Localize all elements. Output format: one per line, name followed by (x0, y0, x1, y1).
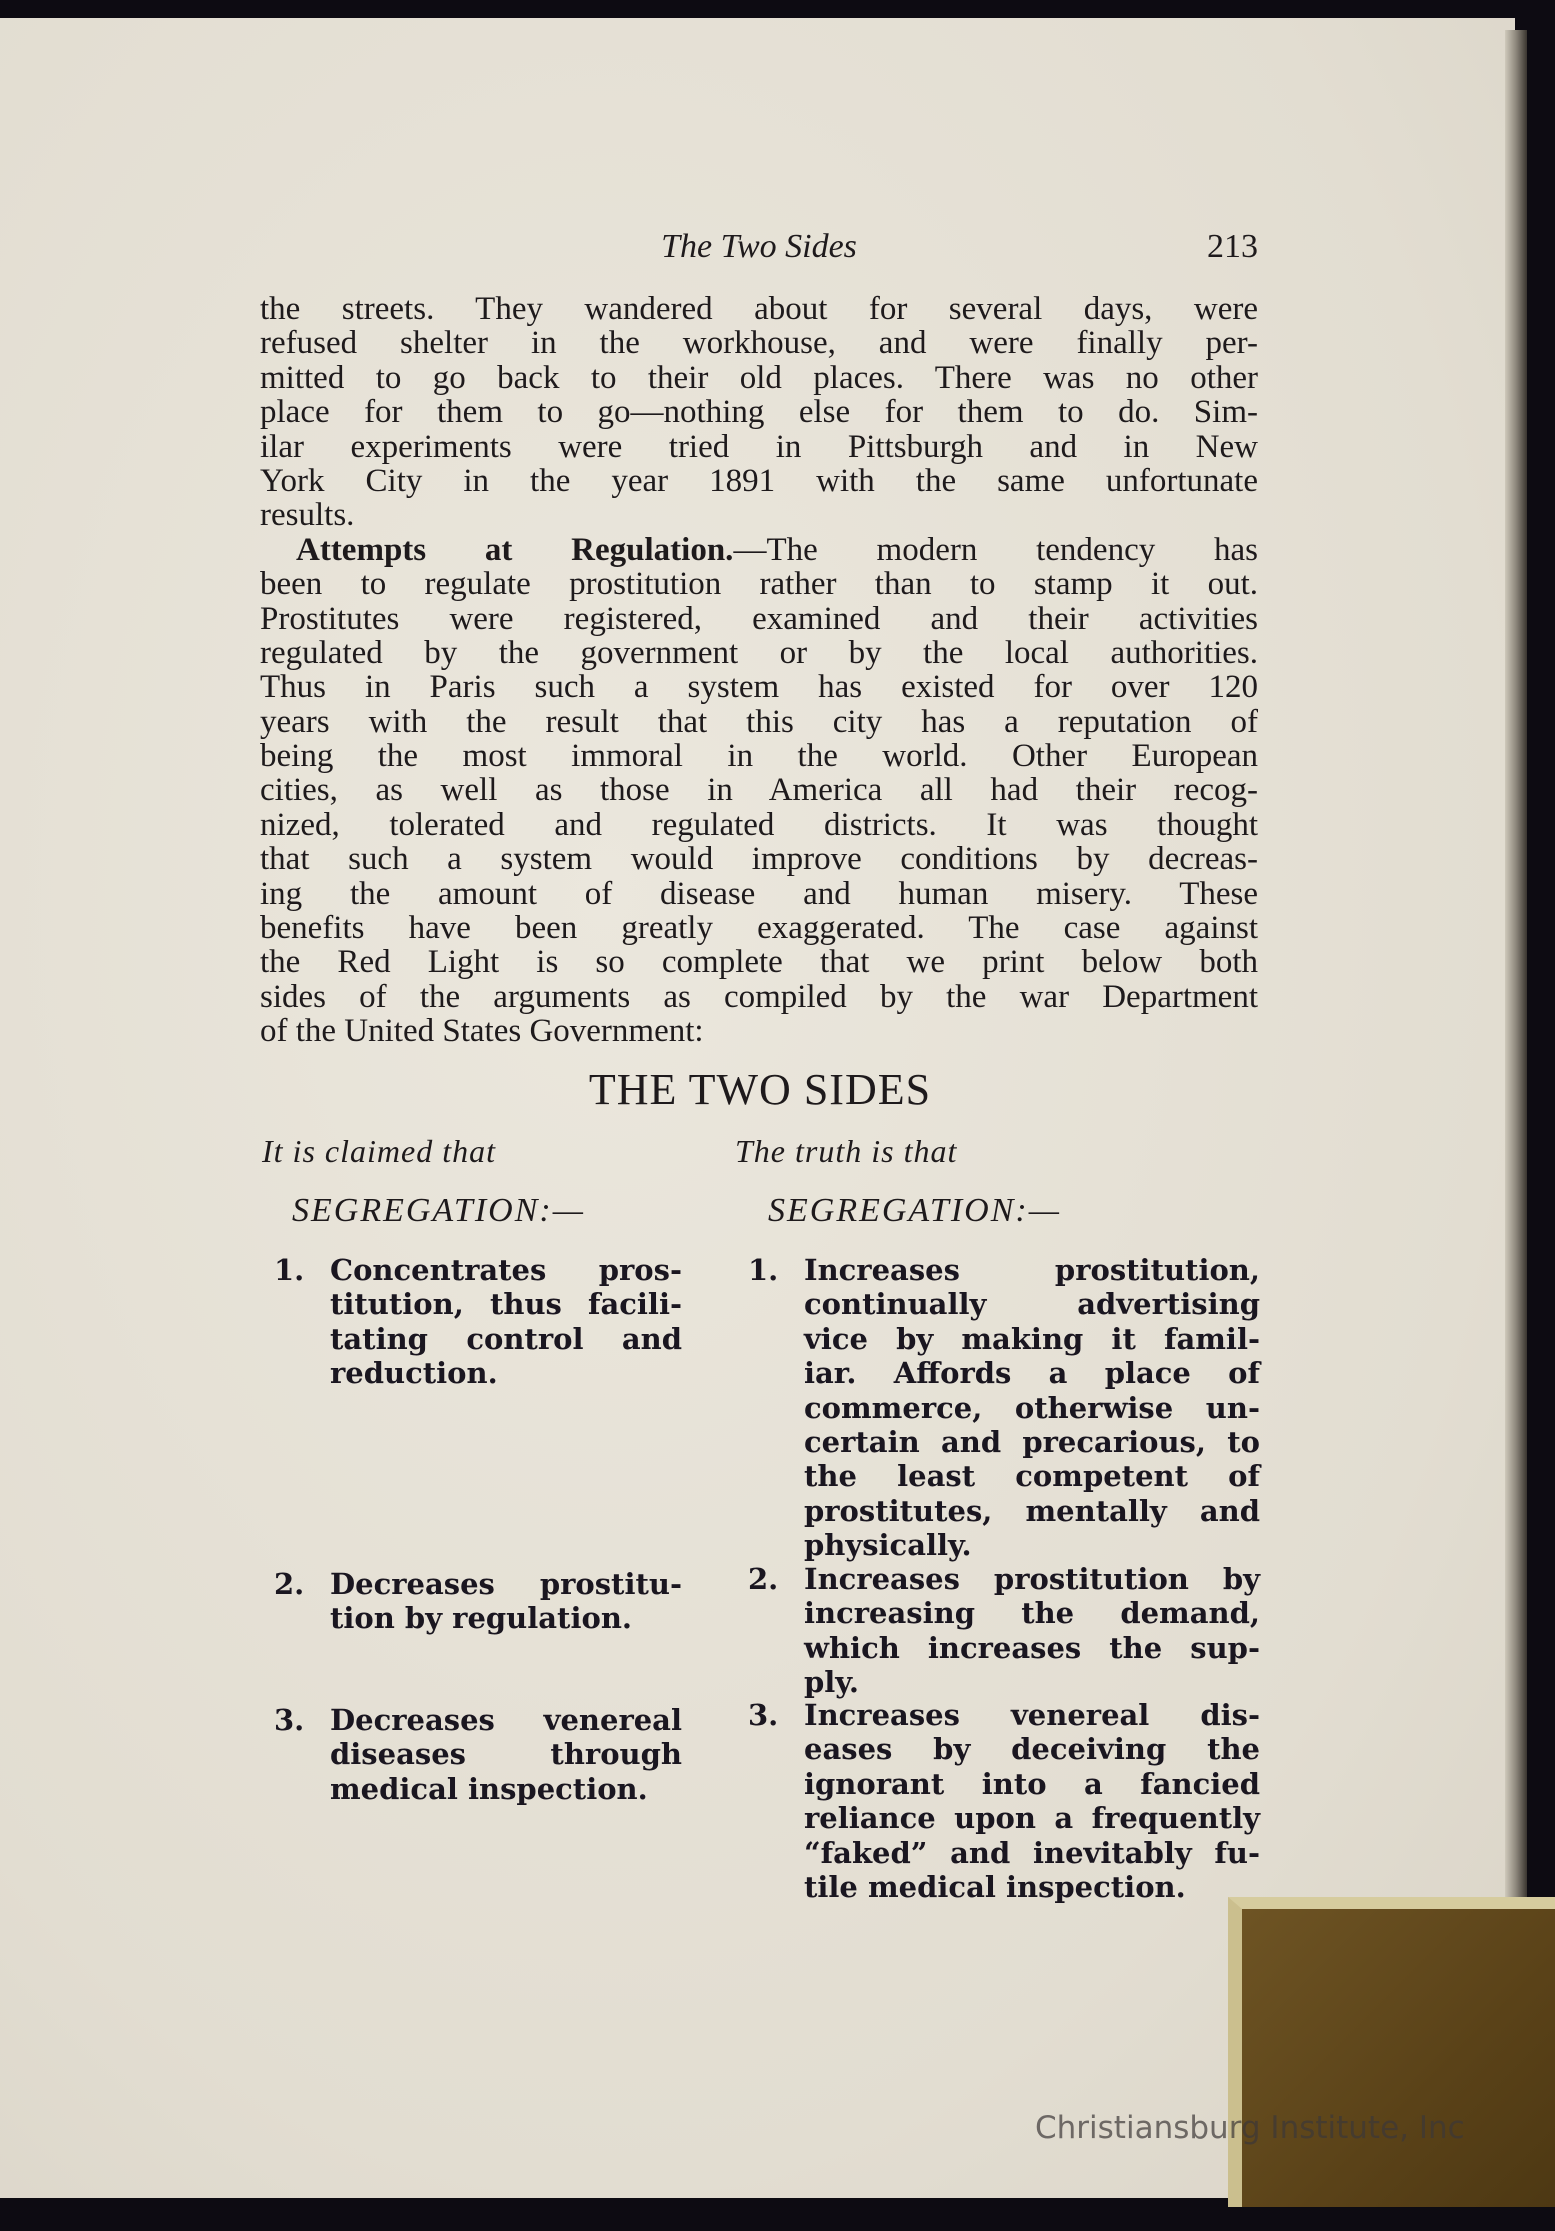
item-line: diseases through (330, 1737, 682, 1772)
item-line: vice by making it famil- (804, 1321, 1260, 1356)
item-line: Increases prostitution by (804, 1562, 1260, 1596)
text-line: place for them to go—nothing else for them to do. Sim- (260, 394, 1258, 431)
item-line: iar. Affords a place of (804, 1356, 1260, 1391)
cardboard-tab (1228, 1897, 1555, 2207)
truth-item-2 (748, 1562, 1260, 1700)
item-line: physically. (804, 1528, 972, 1563)
text-line: sides of the arguments as compiled by the war Department (260, 978, 1258, 1015)
left-column-intro: It is claimed that (262, 1133, 496, 1169)
item-line: reduction. (330, 1356, 498, 1391)
item-line: Decreases prostitu- (330, 1567, 682, 1601)
section-heading: THE TWO SIDES (588, 1065, 932, 1114)
item-line: Concentrates pros- (330, 1253, 682, 1287)
item-number: 3. (748, 1698, 779, 1732)
item-line: Decreases venereal (330, 1703, 682, 1737)
truth-item-3 (748, 1698, 1260, 1904)
text-line: the Red Light is so complete that we print below both (260, 944, 1258, 981)
item-number: 1. (274, 1253, 305, 1287)
text-line: refused shelter in the workhouse, and were finally per- (260, 325, 1258, 362)
item-number: 2. (748, 1562, 779, 1596)
text-line: regulated by the government or by the local authorities. (260, 634, 1258, 671)
claim-item-3 (274, 1703, 682, 1806)
item-line: increasing the demand, (804, 1596, 1260, 1631)
text-line: of the United States Government: (260, 1013, 704, 1050)
right-column-subject: SEGREGATION:— (768, 1192, 1061, 1229)
text-line: results. (260, 497, 355, 534)
item-line: Increases prostitution, (804, 1253, 1260, 1287)
running-title: The Two Sides (661, 228, 857, 265)
left-column-subject: SEGREGATION:— (292, 1192, 585, 1229)
item-number: 1. (748, 1253, 779, 1287)
item-line: tion by regulation. (330, 1601, 632, 1636)
text-line: mitted to go back to their old places. There was no other (260, 359, 1258, 396)
item-line: “faked” and inevitably fu- (804, 1835, 1260, 1870)
run-in-heading: Attempts at Regulation. (296, 531, 734, 568)
running-header (260, 228, 1258, 268)
right-column-intro: The truth is that (735, 1133, 958, 1169)
text-line: Prostitutes were registered, examined and their activities (260, 600, 1258, 637)
item-number: 2. (274, 1567, 305, 1601)
text-line: years with the result that this city has a reputation of (260, 703, 1258, 740)
page-edge (1505, 30, 1527, 1910)
item-line: ignorant into a fancied (804, 1766, 1260, 1801)
item-line: tile medical inspection. (804, 1869, 1186, 1904)
item-line: the least competent of (804, 1459, 1260, 1494)
page-number: 213 (1207, 228, 1258, 265)
body-text (260, 292, 1258, 1049)
watermark: Christiansburg Institute, Inc (1035, 2110, 1465, 2146)
truth-item-1 (748, 1253, 1260, 1563)
text-line: Attempts at Regulation.—The modern tendency has (296, 531, 1258, 568)
text-line: Thus in Paris such a system has existed for over 120 (260, 669, 1258, 706)
text-line: nized, tolerated and regulated districts. It was thought (260, 806, 1258, 843)
item-line: reliance upon a frequently (804, 1801, 1260, 1836)
text-line: cities, as well as those in America all had their recog- (260, 772, 1258, 809)
item-line: commerce, otherwise un- (804, 1390, 1260, 1425)
text-line: ing the amount of disease and human misery. These (260, 875, 1258, 912)
claim-item-2 (274, 1567, 682, 1636)
text-line: been to regulate prostitution rather than to stamp it out. (260, 566, 1258, 603)
claim-item-1 (274, 1253, 682, 1391)
item-line: tating control and (330, 1321, 682, 1356)
item-number: 3. (274, 1703, 305, 1737)
text-line: York City in the year 1891 with the same unfortunate (260, 462, 1258, 499)
text-line: ilar experiments were tried in Pittsburgh and in New (260, 428, 1258, 465)
text-line: that such a system would improve conditions by decreas- (260, 841, 1258, 878)
item-line: certain and precarious, to (804, 1424, 1260, 1459)
item-line: which increases the sup- (804, 1630, 1260, 1665)
item-line: medical inspection. (330, 1771, 648, 1806)
text-line: being the most immoral in the world. Other European (260, 738, 1258, 775)
item-line: ply. (804, 1665, 859, 1700)
item-line: continually advertising (804, 1287, 1260, 1322)
item-line: Increases venereal dis- (804, 1698, 1260, 1732)
item-line: titution, thus facili- (330, 1287, 682, 1322)
text-line: benefits have been greatly exaggerated. The case against (260, 910, 1258, 947)
item-line: eases by deceiving the (804, 1732, 1260, 1767)
item-line: prostitutes, mentally and (804, 1493, 1260, 1528)
text-line: the streets. They wandered about for several days, were (260, 291, 1258, 327)
